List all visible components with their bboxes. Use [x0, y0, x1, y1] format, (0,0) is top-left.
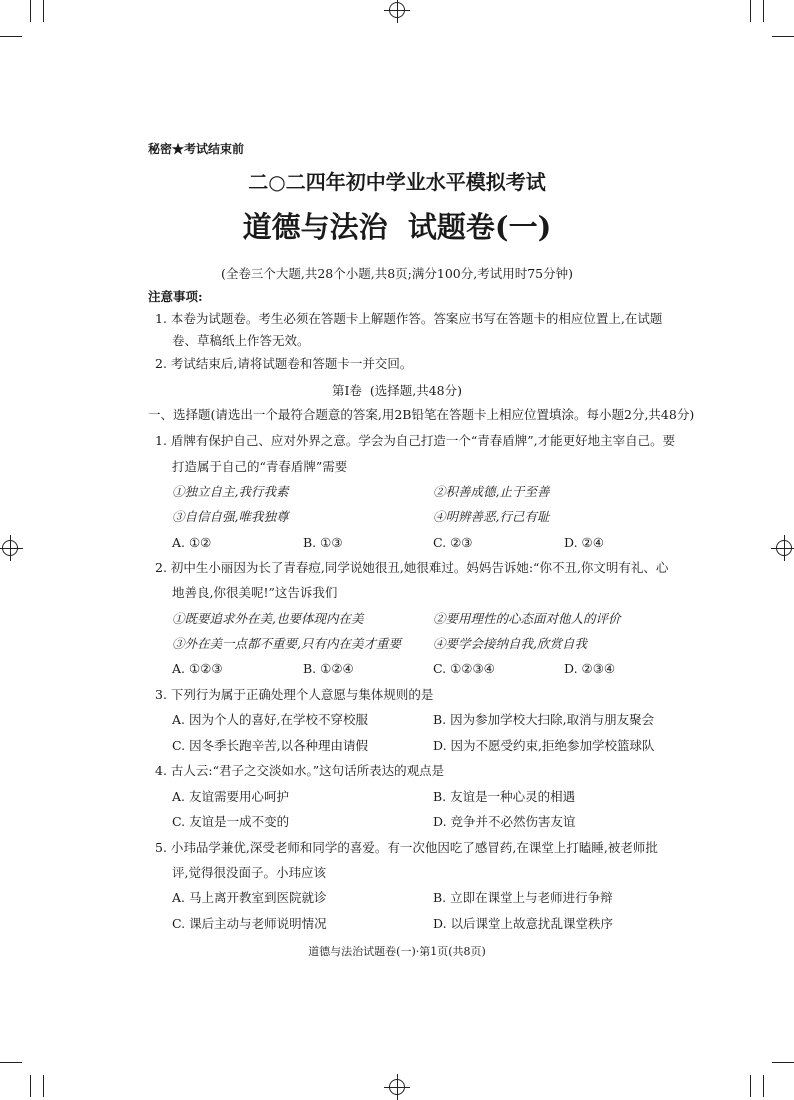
- question-2-option-a: A. ①②③: [172, 661, 223, 676]
- registration-mark-bottom: [389, 1079, 405, 1095]
- question-2-statement-3: ③外在美一点都不重要,只有内在美才重要: [172, 636, 401, 651]
- question-2-statement-1: ①既要追求外在美,也要体现内在美: [172, 611, 364, 626]
- question-5-stem-line-1: 5. 小玮品学兼优,深受老师和同学的喜爱。有一次他因吃了感冒药,在课堂上打瞌睡,被老师批: [155, 840, 658, 855]
- registration-mark-top: [389, 2, 405, 18]
- question-3-option-d: D. 因为不愿受约束,拒绝参加学校篮球队: [433, 738, 655, 753]
- paper-title: 道德与法治 试题卷(一): [242, 210, 552, 244]
- question-3-option-b: B. 因为参加学校大扫除,取消与朋友聚会: [433, 712, 655, 727]
- question-2-stem-line-1: 2. 初中生小丽因为长了青春痘,同学说她很丑,她很难过。妈妈告诉她:“你不丑,你文明有礼、心: [155, 560, 669, 575]
- question-5-option-d: D. 以后课堂上故意扰乱课堂秩序: [433, 916, 614, 931]
- question-1-option-c: C. ②③: [433, 535, 473, 550]
- question-1-statement-1: ①独立自主,我行我素: [172, 484, 289, 499]
- section-instruction: 一、选择题(请选出一个最符合题意的答案,用2B铅笔在答题卡上相应位置填涂。每小题2分,共48分): [148, 407, 695, 422]
- question-1-option-b: B. ①③: [303, 535, 343, 550]
- question-2-option-d: D. ②③④: [564, 661, 616, 676]
- question-2-statement-4: ④要学会接纳自我,欣赏自我: [433, 636, 587, 651]
- question-1-statement-2: ②积善成德,止于至善: [433, 484, 550, 499]
- question-4-option-a: A. 友谊需要用心呵护: [172, 789, 289, 804]
- question-1-stem-line-1: 1. 盾牌有保护自己、应对外界之意。学会为自己打造一个“青春盾牌”,才能更好地主宰自己。要: [155, 433, 676, 448]
- question-4-option-b: B. 友谊是一种心灵的相遇: [433, 789, 576, 804]
- question-1-option-a: A. ①②: [172, 535, 212, 550]
- registration-mark-right: [776, 540, 792, 556]
- question-5-option-c: C. 课后主动与老师说明情况: [172, 916, 327, 931]
- question-1-option-d: D. ②④: [564, 535, 604, 550]
- question-2-statement-2: ②要用理性的心态面对他人的评价: [433, 611, 621, 626]
- question-5-stem-line-2: 评,觉得很没面子。小玮应该: [172, 865, 326, 880]
- question-1-stem-line-2: 打造属于自己的“青春盾牌”需要: [172, 459, 348, 474]
- registration-mark-left: [2, 540, 18, 556]
- question-4-stem: 4. 古人云:“君子之交淡如水。”这句话所表达的观点是: [155, 763, 445, 778]
- question-2-option-c: C. ①②③④: [433, 661, 495, 676]
- page-footer: 道德与法治试题卷(一)·第1页(共8页): [308, 945, 486, 958]
- question-4-option-d: D. 竞争并不必然伤害友谊: [433, 814, 576, 829]
- secret-label: 秘密★考试结束前: [148, 142, 245, 156]
- question-1-statement-4: ④明辨善恶,行己有耻: [433, 509, 550, 524]
- question-3-option-c: C. 因冬季长跑辛苦,以各种理由请假: [172, 738, 369, 753]
- question-2-stem-line-2: 地善良,你很美呢!”这告诉我们: [172, 585, 338, 600]
- notes-heading: 注意事项:: [148, 289, 203, 304]
- question-2-option-b: B. ①②④: [303, 661, 354, 676]
- question-5-option-b: B. 立即在课堂上与老师进行争辩: [433, 890, 613, 905]
- exam-title: 二○二四年初中学业水平模拟考试: [248, 170, 546, 194]
- question-3-option-a: A. 因为个人的喜好,在学校不穿校服: [172, 712, 368, 727]
- exam-info: (全卷三个大题,共28个小题,共8页;满分100分,考试用时75分钟): [220, 266, 573, 281]
- question-5-option-a: A. 马上离开教室到医院就诊: [172, 890, 327, 905]
- question-4-option-c: C. 友谊是一成不变的: [172, 814, 290, 829]
- note-1-line-1: 1. 本卷为试题卷。考生必须在答题卡上解题作答。答案应书写在答题卡的相应位置上,在试题: [155, 311, 663, 326]
- note-2: 2. 考试结束后,请将试题卷和答题卡一并交回。: [155, 356, 413, 371]
- question-1-statement-3: ③自信自强,唯我独尊: [172, 509, 289, 524]
- question-3-stem: 3. 下列行为属于正确处理个人意愿与集体规则的是: [155, 687, 434, 702]
- note-1-line-2: 卷、草稿纸上作答无效。: [172, 333, 310, 348]
- part-title: 第Ⅰ卷 (选择题,共48分): [331, 383, 463, 398]
